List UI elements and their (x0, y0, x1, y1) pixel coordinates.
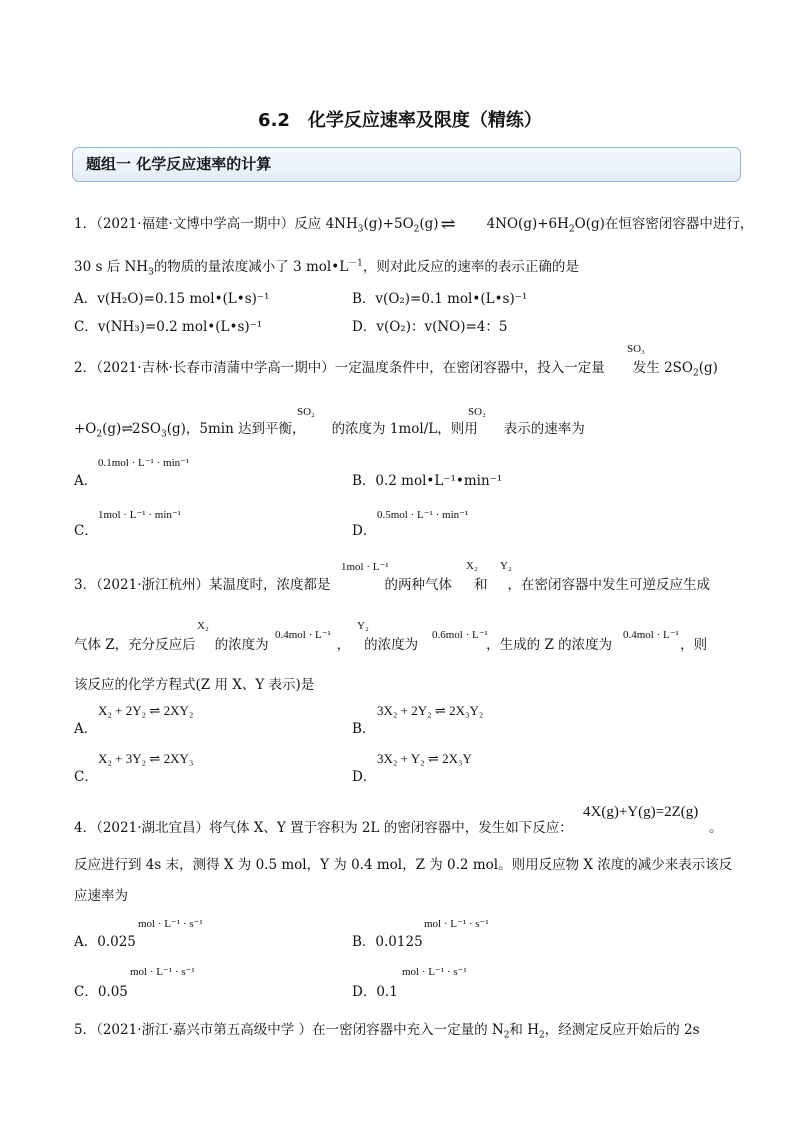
q2-option-c-label: C． (74, 523, 98, 539)
q3-text: 的两种气体 (384, 577, 452, 593)
q1-option-a-text: A．v(H₂O)=0.15 mol•(L•s)⁻¹ (74, 291, 270, 307)
q3-text: 某温度时，浓度都是 (209, 577, 331, 593)
q2-option-d-label: D． (352, 523, 377, 539)
q2-option-c-value: 1mol · L⁻¹ · min⁻¹ (98, 509, 181, 521)
q1-text: (g)+5O (363, 216, 414, 232)
q3-text: ，则 (680, 637, 708, 653)
q3-conc-formula: 1mol · L⁻¹ (341, 561, 389, 573)
q3-y2-formula-2: Y₂ (357, 620, 369, 632)
q2-number: 2． (74, 360, 97, 376)
q3-text: ，生成的 Z 的浓度为 (486, 637, 613, 653)
q3-option-a-label: A． (74, 721, 98, 737)
q4-option-b[interactable] (352, 930, 423, 950)
q3-line-1 (74, 573, 710, 593)
q3-x2-formula-2: X₂ (197, 620, 209, 632)
q2-so2-formula-2: SO₂ (468, 406, 486, 418)
q3-text: ，在密闭容器中发生可逆反应生成 (507, 577, 710, 593)
q1-number: 1． (74, 216, 97, 232)
q2-text: 2SO (132, 421, 161, 437)
q4-option-b-unit: mol · L⁻¹ · s⁻¹ (424, 918, 489, 930)
q3-option-c[interactable] (74, 765, 98, 785)
q2-option-d[interactable] (352, 519, 376, 539)
q2-option-c[interactable] (74, 519, 98, 539)
q4-option-c-text: C．0.05 (74, 984, 128, 1000)
q4-equation: 4X(g)+Y(g)=2Z(g) (583, 804, 699, 820)
q4-option-d-text: D．0.1 (352, 984, 398, 1000)
q3-source: （2021·浙江杭州） (96, 577, 209, 593)
q4-text: 将气体 X、Y 置于容积为 2L 的密闭容器中，发生如下反应： (209, 820, 573, 836)
q3-text: 的浓度为 (364, 637, 419, 653)
q1-option-a[interactable] (74, 287, 269, 307)
q5-number: 5． (74, 1022, 97, 1038)
q2-text: 表示的速率为 (503, 421, 585, 437)
q3-line-3: 该反应的化学方程式(Z 用 X、Y 表示)是 (74, 677, 315, 693)
q2-reaction-arrow: ⇌ (121, 421, 133, 437)
q2-option-a-value: 0.1mol · L⁻¹ · min⁻¹ (98, 457, 190, 469)
q3-text: 的浓度为 (214, 637, 269, 653)
q2-text: (g)，5min 达到平衡， (166, 421, 306, 437)
q3-option-b[interactable] (352, 717, 375, 737)
q4-option-a[interactable] (74, 930, 136, 950)
q4-option-a-text: A．0.025 (74, 934, 136, 950)
q3-option-d-equation: 3X₂ + Y₂ ⇌ 2X₃Y (377, 751, 472, 766)
q2-source: （2021·吉林·长春市清蒲中学高一期中） (96, 360, 335, 376)
q1-option-d[interactable] (352, 315, 508, 335)
q1-option-d-text: D．v(O₂)：v(NO)=4：5 (352, 319, 508, 335)
q1-option-b[interactable] (352, 287, 527, 307)
q3-c3-formula: 0.4mol · L⁻¹ (623, 629, 679, 641)
q2-line-2: $+O_2(g)\rightleftharpoons 2SO_3(g)$，5min 达到平衡， 的浓度为 1mol/L，则用 表示的速率为 (74, 421, 585, 440)
q5-text: ，经测定反应开始后的 2s (544, 1022, 700, 1038)
q2-option-a-label: A． (74, 473, 98, 489)
q1-option-b-text: B．v(O₂)=0.1 mol•(L•s)⁻¹ (352, 291, 528, 307)
q2-text: 一定温度条件中，在密闭容器中，投入一定量 (334, 360, 605, 376)
q3-number: 3． (74, 577, 97, 593)
q1-option-c[interactable] (74, 315, 262, 335)
q3-text: 和 (474, 577, 488, 593)
q4-option-a-unit: mol · L⁻¹ · s⁻¹ (138, 918, 203, 930)
q1-text: ，则对此反应的速率的表示正确的是 (362, 259, 579, 275)
section-title: 题组一 化学反应速率的计算 (86, 155, 272, 173)
q1-option-c-text: C．v(NH₃)=0.2 mol•(L•s)⁻¹ (74, 319, 263, 335)
q3-option-b-label: B． (352, 721, 376, 737)
q2-line-1: 2．（2021·吉林·长春市清蒲中学高一期中）一定温度条件中，在密闭容器中，投入一定量 发生 $2SO_2(g)$ (74, 360, 718, 379)
q4-option-b-text: B．0.0125 (352, 934, 423, 950)
q2-text: (g) (102, 421, 122, 437)
q5-line-1: 5．（2021·浙江·嘉兴市第五高级中学 ）在一密闭容器中充入一定量的 $N_2$和 $H_2$，经测定反应开始后的 2s (74, 1022, 700, 1041)
q3-option-b-equation: 3X₂ + 2Y₂ ⇌ 2X₃Y₂ (377, 703, 484, 718)
q4-option-c[interactable] (74, 980, 128, 1000)
q2-option-b[interactable] (352, 469, 502, 489)
q3-option-c-equation: X₂ + 3Y₂ ⇌ 2XY₃ (98, 751, 194, 766)
q4-option-d-unit: mol · L⁻¹ · s⁻¹ (402, 966, 467, 978)
q5-source: （2021·浙江·嘉兴市第五高级中学 ） (96, 1022, 313, 1038)
q3-y2-formula: Y₂ (500, 560, 512, 572)
section-header (72, 147, 741, 182)
q2-text: +O (74, 421, 97, 437)
q3-text: 气体 Z，充分反应后 (74, 637, 196, 653)
q4-option-c-unit: mol · L⁻¹ · s⁻¹ (130, 966, 195, 978)
q5-text: 和 H (509, 1022, 539, 1038)
q3-x2-formula: X₂ (466, 560, 478, 572)
q4-line-1 (74, 816, 573, 836)
q1-line-2: 30 s 后 $NH_3$的物质的量浓度减小了 3 $mol•L^{-1}$，则对此反应的速率的表示正确的是 (74, 258, 579, 278)
q1-line-1: 1．（2021·福建·文博中学高一期中）反应 $4NH_3(g)+5O_2(g)$ ⇌ $4NO(g)+6H_2O(g)$在恒容密闭容器中进行， (74, 214, 754, 235)
page-title: 6.2 化学反应速率及限度（精练） (258, 110, 542, 131)
q2-text: (g) (698, 360, 718, 376)
q1-source: （2021·福建·文博中学高一期中） (96, 216, 295, 232)
q2-so3-formula: SO₃ (627, 343, 645, 355)
q2-text: 的浓度为 1mol/L，则用 (331, 421, 478, 437)
q3-line-2 (74, 633, 707, 653)
q5-text: 在一密闭容器中充入一定量的 N (312, 1022, 504, 1038)
q2-so2-formula: SO₂ (297, 406, 315, 418)
q1-text: 反应 4NH (294, 216, 358, 232)
q3-option-a[interactable] (74, 717, 97, 737)
q4-number: 4． (74, 820, 97, 836)
q3-c1-formula: 0.4mol · L⁻¹ (275, 629, 331, 641)
q3-option-d-label: D． (352, 769, 377, 785)
q1-text: 的物质的量浓度减小了 3 mol•L (153, 259, 349, 275)
q3-option-c-label: C． (74, 769, 98, 785)
q2-option-b-text: B．0.2 mol•L⁻¹•min⁻¹ (352, 473, 503, 489)
q4-period: 。 (709, 820, 723, 836)
q2-option-d-value: 0.5mol · L⁻¹ · min⁻¹ (377, 509, 469, 521)
q4-line-3: 应速率为 (74, 888, 128, 904)
q1-text: O(g)在恒容密闭容器中进行， (574, 216, 754, 232)
q4-option-d[interactable] (352, 980, 398, 1000)
q3-option-d[interactable] (352, 765, 376, 785)
q3-c2-formula: 0.6mol · L⁻¹ (432, 629, 488, 641)
q1-text: 30 s 后 NH (74, 259, 149, 275)
q3-text: ， (336, 637, 351, 653)
q4-source: （2021·湖北宜昌） (96, 820, 209, 836)
q2-text: 发生 2SO (632, 360, 693, 376)
q1-text: (g) (419, 216, 439, 232)
q1-text: 4NO(g)+6H (486, 216, 569, 232)
q3-option-a-equation: X₂ + 2Y₂ ⇌ 2XY₂ (98, 703, 194, 718)
q4-line-2: 反应进行到 4s 末，测得 X 为 0.5 mol，Y 为 0.4 mol，Z 为 0.2 mol。则用反应物 X 浓度的减少来表示该反 (74, 857, 733, 873)
q2-option-a[interactable] (74, 469, 97, 489)
